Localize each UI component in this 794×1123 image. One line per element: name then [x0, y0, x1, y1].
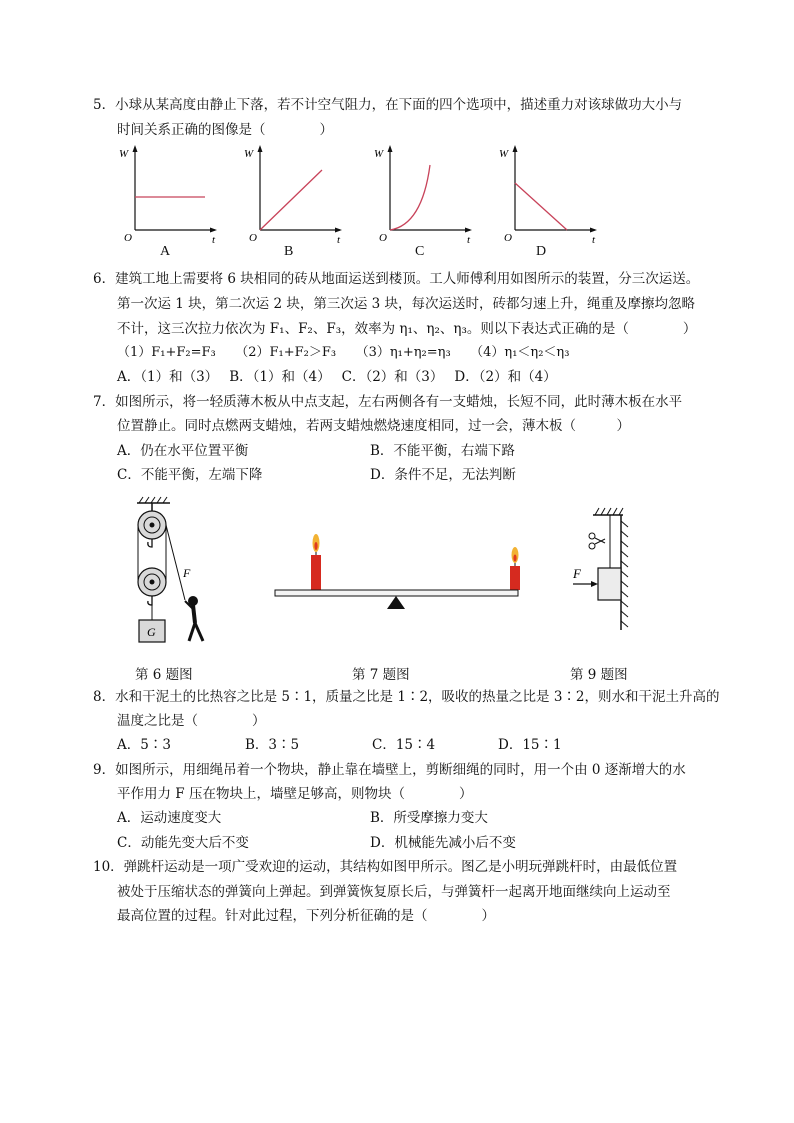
fulcrum [387, 596, 405, 609]
q8-option-d: D．15∶1 [498, 737, 562, 753]
caption-figure-6: 第 6 题图 [135, 667, 193, 683]
block [598, 568, 621, 600]
right-candle [510, 566, 520, 590]
q6-statements: （1）F₁+F₂=F₃ （2）F₁+F₂＞F₃ （3）η₁+η₂=η₃ （4）η₁＜η₂＜η₃ [117, 345, 570, 360]
q8-option-a: A．5∶3 [117, 737, 171, 753]
q6-line2: 第一次运 1 块，第二次运 2 块，第三次运 3 块，每次运送时，砖都匀速上升，绳重及摩擦均忽略 [117, 296, 696, 312]
graph-a-y-label: W [119, 148, 129, 160]
force-label: F [573, 566, 581, 581]
q10-line1: 10．弹跳杆运动是一项广受欢迎的运动，其结构如图甲所示。图乙是小明玩弹跳杆时，由最低位置 [93, 859, 678, 875]
graph-d-x-label: t [592, 234, 596, 246]
figure-7-balance [270, 525, 525, 615]
q9-option-b: B．所受摩擦力变大 [370, 810, 488, 826]
q9-line2: 平作用力 F 压在物块上，墙壁足够高，则物块（ ） [117, 786, 473, 802]
q9-option-d: D．机械能先减小后不变 [370, 835, 516, 851]
graph-c-x-label: t [467, 234, 471, 246]
left-candle [311, 555, 321, 590]
q6-line3: 不计，这三次拉力依次为 F₁、F₂、F₃，效率为 η₁、η₂、η₃。则以下表达式正确的是（ ） [117, 321, 697, 337]
q7-option-b: B．不能平衡，右端下路 [370, 443, 515, 459]
q7-line1: 7．如图所示，将一轻质薄木板从中点支起，左右两侧各有一支蜡烛，长短不同，此时薄木板在水平 [93, 394, 683, 410]
q8-option-c: C．15∶4 [372, 737, 436, 753]
q6-line1: 6．建筑工地上需要将 6 块相同的砖从地面运送到楼顶。工人师傅利用如图所示的装置，分三次运送。 [93, 271, 700, 287]
caption-figure-7: 第 7 题图 [352, 667, 410, 683]
q7-option-a: A．仍在水平位置平衡 [117, 443, 249, 459]
pull-force-label: F [183, 566, 191, 580]
graph-b-label: B [284, 244, 294, 259]
graph-d-origin: O [504, 232, 512, 244]
q9-option-c: C．动能先变大后不变 [117, 835, 249, 851]
graph-d-curve [515, 183, 567, 230]
q8-line1: 8．水和干泥土的比热容之比是 5∶1，质量之比是 1∶2，吸收的热量之比是 3∶2，则水和干泥土升高的 [93, 689, 720, 705]
weight-label: G [147, 625, 156, 639]
graph-c-y-label: W [374, 148, 384, 160]
worker-figure [185, 597, 203, 642]
graph-c-origin: O [379, 232, 387, 244]
graph-a-origin: O [124, 232, 132, 244]
q8-line2: 温度之比是（ ） [117, 713, 266, 729]
q9-option-a: A．运动速度变大 [117, 810, 222, 826]
q8-option-b: B．3∶5 [245, 737, 300, 753]
q6-options: A．（1）和（3） B．（1）和（4） C．（2）和（3） D．（2）和（4） [117, 369, 557, 385]
graph-d-label: D [536, 244, 547, 259]
q7-option-c: C．不能平衡，左端下降 [117, 467, 263, 483]
q5-line2: 时间关系正确的图像是（ ） [117, 122, 333, 138]
q7-line2: 位置静止。同时点燃两支蜡烛，若两支蜡烛燃烧速度相同，过一会，薄木板（ ） [117, 418, 630, 434]
q7-option-d: D．条件不足，无法判断 [370, 467, 516, 483]
graph-a-x-label: t [212, 234, 216, 246]
graph-b-origin: O [249, 232, 257, 244]
wooden-board [275, 590, 518, 596]
graph-c-curve [390, 165, 430, 230]
scissors-icon [589, 533, 605, 549]
graph-a-label: A [160, 244, 171, 259]
graph-b-y-label: W [244, 148, 254, 160]
q10-line2: 被处于压缩状态的弹簧向上弹起。到弹簧恢复原长后，与弹簧杆一起离开地面继续向上运动至 [117, 884, 671, 900]
graph-c-label: C [415, 244, 425, 259]
figure-6-pulley [125, 495, 215, 650]
q9-line1: 9．如图所示，用细绳吊着一个物块，静止靠在墙壁上，剪断细绳的同时，用一个由 0 逐渐增大的水 [93, 762, 686, 778]
graph-d-y-label: W [499, 148, 509, 160]
graph-b-curve [260, 170, 322, 230]
figure-9-wall-block [565, 505, 640, 635]
graph-d [497, 145, 597, 275]
caption-figure-9: 第 9 题图 [570, 667, 628, 683]
q10-line3: 最高位置的过程。针对此过程，下列分析征确的是（ ） [117, 908, 495, 924]
q5-line1: 5．小球从某高度由静止下落，若不计空气阻力，在下面的四个选项中，描述重力对该球做功大小与 [93, 97, 683, 113]
graph-b-x-label: t [337, 234, 341, 246]
